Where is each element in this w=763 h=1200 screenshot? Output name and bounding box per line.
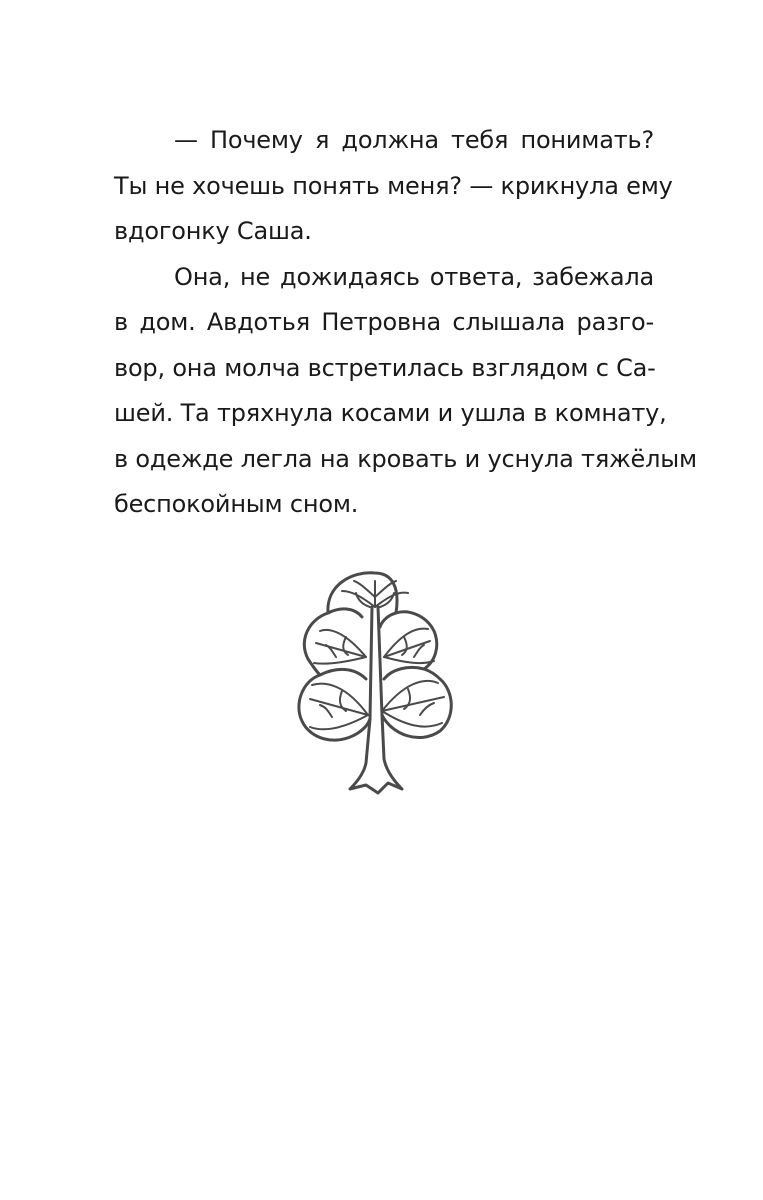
tree-branch-line bbox=[384, 667, 424, 679]
tree-branch-line bbox=[328, 609, 362, 617]
tree-trunk-line bbox=[370, 607, 372, 719]
text-line: Ты не хочешь понять меня? — крикнула ему bbox=[114, 171, 673, 200]
text-line: вор, она молча встретилась взглядом с Са- bbox=[114, 353, 656, 382]
text-line: шей. Та тряхнула косами и ушла в комнату, bbox=[114, 399, 667, 427]
body-text bbox=[114, 118, 697, 528]
text-line: в дом. Авдотья Петровна слышала разго- bbox=[114, 308, 654, 336]
paragraph-2 bbox=[114, 255, 697, 528]
tree-branch-line bbox=[320, 669, 366, 679]
text-line: беспокойным сном. bbox=[114, 490, 359, 518]
text-line: вдогонку Саша. bbox=[114, 217, 312, 245]
text-line: — Почему я должна тебя понимать? bbox=[174, 126, 654, 154]
tree-icon bbox=[296, 567, 454, 795]
tree-branch-line bbox=[380, 613, 396, 627]
text-line: в одежде легла на кровать и уснула тяжёлым bbox=[114, 444, 697, 473]
text-line: Она, не дожидаясь ответа, забежала bbox=[174, 262, 654, 291]
paragraph-1 bbox=[114, 118, 673, 255]
